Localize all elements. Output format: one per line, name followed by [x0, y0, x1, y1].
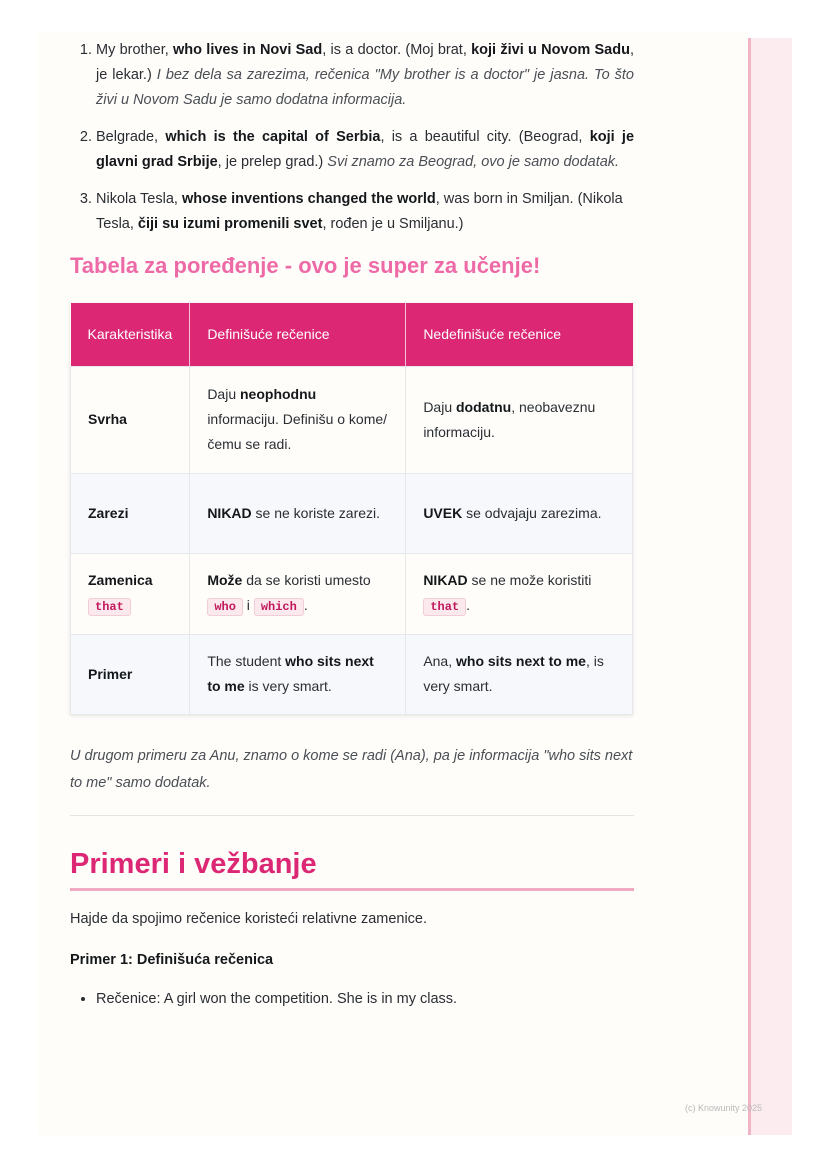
- examples-list: [70, 38, 634, 237]
- definitive-cell: Može da se koristi umesto who i which .: [190, 553, 406, 634]
- column-header: Definišuće rečenice: [190, 303, 406, 366]
- list-item: • Rečenice: A girl won the competition. She is in my class.: [96, 987, 634, 1012]
- nondefinitive-cell: UVEK se odvajaju zarezima.: [406, 473, 633, 553]
- section-heading: Primeri i vežbanje: [70, 846, 634, 891]
- copyright-footer: (c) Knowunity 2025: [685, 1103, 763, 1113]
- example-explanation: I bez dela sa zarezima, rečenica "My brother is a doctor" je jasna. To što živi u Novom Sadu je samo dodatna informacija.: [96, 67, 634, 108]
- table-footnote: U drugom primeru za Anu, znamo o kome se radi (Ana), pa je informacija "who sits next to me" samo dodatak.: [70, 747, 633, 791]
- section-intro: Hajde da spojimo rečenice koristeći relativne zamenice.: [70, 910, 428, 927]
- table-row: [71, 366, 633, 473]
- feature-cell: Svrha: [71, 366, 190, 473]
- example-item: 3. Nikola Tesla, whose inventions changed the world, was born in Smiljan. (Nikola Tesla, čiji su izumi promenili svet, rođen je u Smiljanu.): [96, 187, 634, 237]
- feature-cell: Zarezi: [71, 473, 190, 553]
- table-heading: Tabela za poređenje - ovo je super za učenje!: [70, 253, 541, 278]
- code-chip: that: [423, 598, 466, 616]
- table-header-row: [71, 303, 633, 366]
- code-chip: who: [207, 598, 243, 616]
- example-item: 1. My brother, who lives in Novi Sad, is a doctor. (Moj brat, koji živi u Novom Sadu, je lekar.) I bez dela sa zarezima, rečenica "My brother is a doctor" je jasna. To što živi u Novom Sadu je samo dodatna informacija.: [96, 38, 634, 113]
- table-row: [71, 553, 633, 634]
- code-chip: which: [254, 598, 304, 616]
- page-margin-sidebar: [748, 38, 792, 1135]
- code-chip: that: [88, 598, 131, 616]
- definitive-cell: The student who sits next to me is very smart.: [190, 634, 406, 714]
- nondefinitive-cell: Ana, who sits next to me, is very smart.: [406, 634, 633, 714]
- document-content: [70, 38, 634, 1012]
- column-header: Nedefinišuće rečenice: [406, 303, 633, 366]
- feature-cell: Zamenica that: [71, 553, 190, 634]
- column-header: Karakteristika: [71, 303, 190, 366]
- example-heading: Primer 1: Definišuća rečenica: [70, 951, 274, 968]
- nondefinitive-cell: Daju dodatnu, neobaveznu informaciju.: [406, 366, 633, 473]
- definitive-cell: NIKAD se ne koriste zarezi.: [190, 473, 406, 553]
- divider: [70, 815, 634, 816]
- example-bullets: [70, 987, 634, 1012]
- example-item: 2. Belgrade, which is the capital of Serbia, is a beautiful city. (Beograd, koji je glavni grad Srbije, je prelep grad.) Svi znamo za Beograd, ovo je samo dodatak.: [96, 125, 634, 175]
- example-explanation: Svi znamo za Beograd, ovo je samo dodatak.: [327, 154, 620, 170]
- comparison-table: [70, 303, 633, 715]
- table-row: [71, 473, 633, 553]
- nondefinitive-cell: NIKAD se ne može koristiti that .: [406, 553, 633, 634]
- definitive-cell: Daju neophodnu informaciju. Definišu o kome/čemu se radi.: [190, 366, 406, 473]
- table-row: [71, 634, 633, 714]
- feature-cell: Primer: [71, 634, 190, 714]
